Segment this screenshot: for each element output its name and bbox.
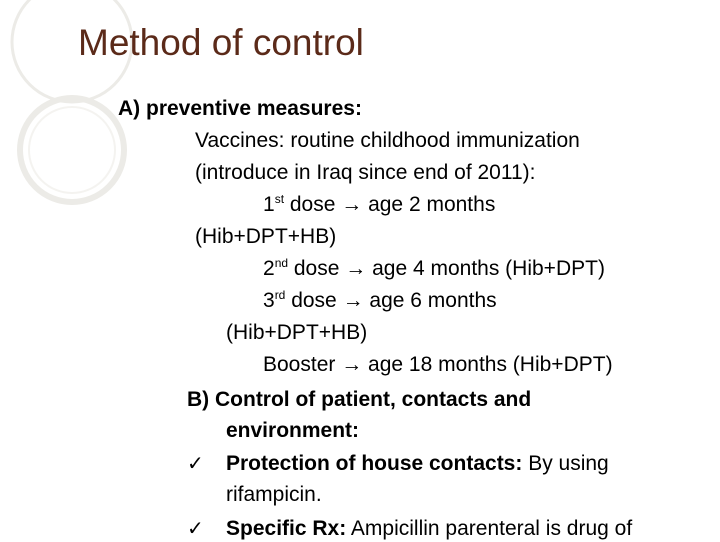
- dose-1-ordinal: st: [274, 192, 285, 206]
- dose-1-number: 1: [263, 193, 275, 216]
- dose-1-text: dose → age 2 months: [284, 193, 496, 216]
- booster-line: Booster → age 18 months (Hib+DPT): [263, 353, 613, 376]
- dose-3-number: 3: [263, 289, 275, 312]
- dose-2-line: [263, 256, 605, 282]
- check-bullet-icon: ✓: [187, 453, 204, 475]
- bullet-house-contacts-continuation: rifampicin.: [226, 483, 322, 506]
- preventive-measures-heading: A) preventive measures:: [118, 97, 362, 120]
- control-heading-line1: B) Control of patient, contacts and: [187, 388, 532, 411]
- bullet-house-contacts-label: Protection of house contacts:: [226, 452, 523, 475]
- dose-3-continuation: (Hib+DPT+HB): [226, 321, 368, 344]
- dose-3-ordinal: rd: [274, 288, 286, 302]
- check-bullet-icon-2: ✓: [187, 518, 204, 540]
- slide-title: Method of control: [78, 22, 364, 63]
- dose-1-line: [263, 192, 495, 218]
- bullet-specific-rx-text: Ampicillin parenteral is drug of: [346, 517, 633, 540]
- vaccines-text-line2: (introduce in Iraq since end of 2011):: [195, 161, 536, 184]
- dose-2-ordinal: nd: [274, 256, 289, 270]
- dose-3-line: [263, 288, 497, 314]
- bullet-specific-rx-label: Specific Rx:: [226, 517, 347, 540]
- dose-1-continuation: (Hib+DPT+HB): [195, 225, 337, 248]
- bullet-specific-rx: [226, 516, 632, 542]
- dose-2-text: dose → age 4 months (Hib+DPT): [288, 257, 605, 280]
- bullet-house-contacts: [226, 451, 609, 477]
- bullet-house-contacts-text: By using: [522, 452, 609, 475]
- dose-2-number: 2: [263, 257, 275, 280]
- vaccines-text-line1: Vaccines: routine childhood immunization: [195, 129, 580, 152]
- dose-3-text: dose → age 6 months: [285, 289, 497, 312]
- control-heading-line2: environment:: [226, 419, 360, 442]
